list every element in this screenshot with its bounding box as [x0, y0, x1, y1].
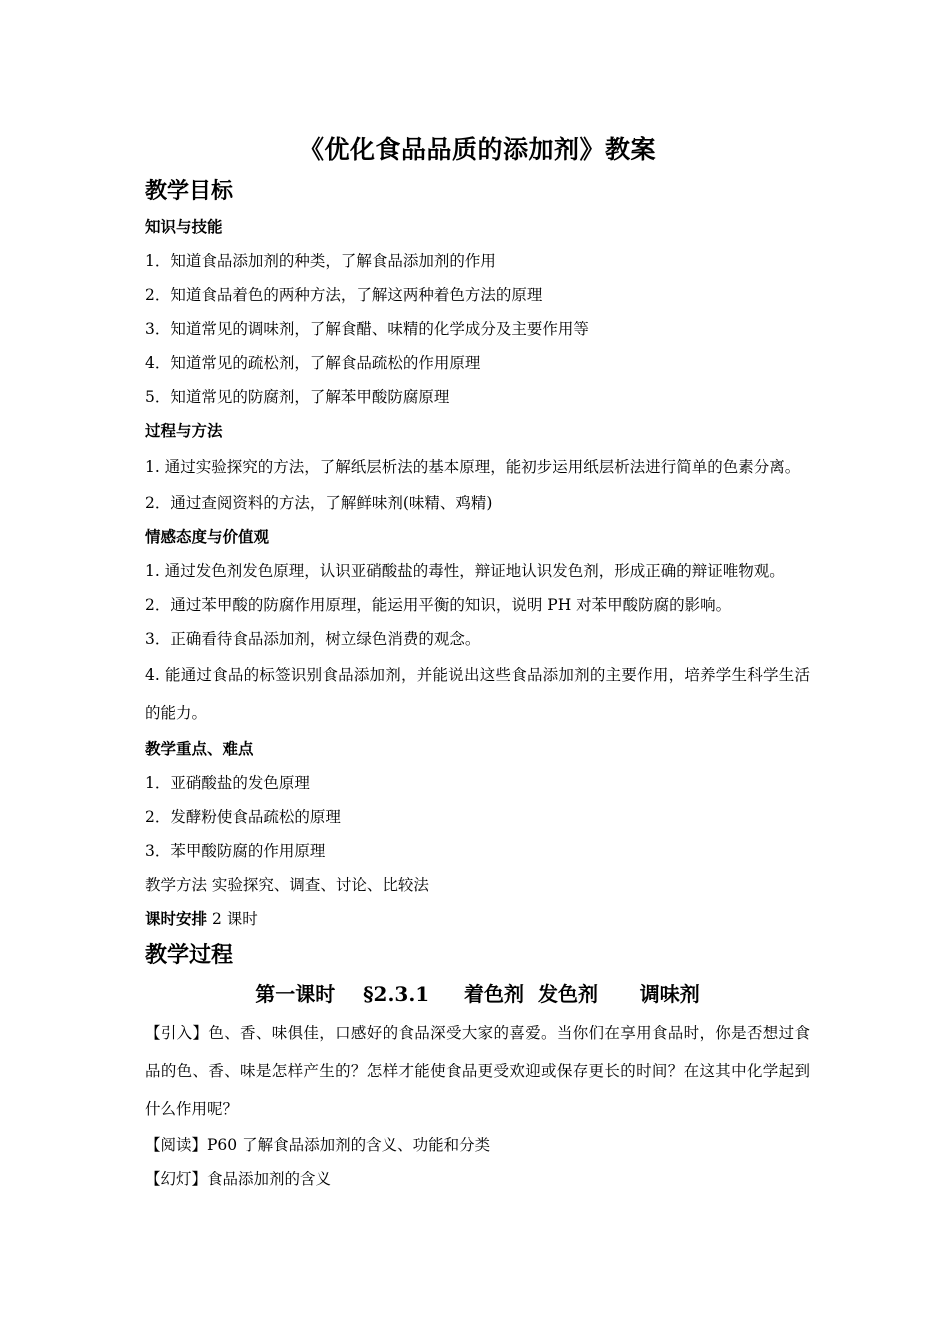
- emotion-item: 2．通过苯甲酸的防腐作用原理，能运用平衡的知识，说明 PH 对苯甲酸防腐的影响。: [145, 596, 732, 614]
- key-point-item: 1．亚硝酸盐的发色原理: [145, 774, 310, 792]
- knowledge-item: 5．知道常见的防腐剂，了解苯甲酸防腐原理: [145, 388, 450, 406]
- schedule-value: 2 课时: [207, 910, 258, 928]
- knowledge-item: 3．知道常见的调味剂，了解食醋、味精的化学成分及主要作用等: [145, 320, 589, 338]
- process-item: 2．通过查阅资料的方法，了解鲜味剂(味精、鸡精): [145, 494, 493, 512]
- knowledge-heading: 知识与技能: [145, 217, 223, 236]
- key-point-item: 3．苯甲酸防腐的作用原理: [145, 842, 326, 860]
- emotion-item: 4. 能通过食品的标签识别食品添加剂，并能说出这些食品添加剂的主要作用，培养学生科学生活的能力。: [145, 666, 810, 722]
- process-section-heading: 教学过程: [145, 942, 234, 968]
- body-paragraph: 【幻灯】食品添加剂的含义: [145, 1170, 332, 1188]
- emotion-item: 1. 通过发色剂发色原理，认识亚硝酸盐的毒性，辩证地认识发色剂，形成正确的辩证唯物观。: [145, 562, 785, 580]
- key-points-heading: 教学重点、难点: [145, 739, 254, 758]
- objectives-heading: 教学目标: [145, 178, 234, 204]
- key-point-item: 2．发酵粉使食品疏松的原理: [145, 808, 341, 826]
- knowledge-item: 4．知道常见的疏松剂，了解食品疏松的作用原理: [145, 354, 481, 372]
- teaching-method: 教学方法 实验探究、调查、讨论、比较法: [145, 876, 429, 894]
- knowledge-item: 1．知道食品添加剂的种类，了解食品添加剂的作用: [145, 252, 496, 270]
- emotion-item: 3．正确看待食品添加剂，树立绿色消费的观念。: [145, 630, 481, 648]
- document-content: [145, 128, 810, 1196]
- lesson-title: 第一课时 §2.3.1 着色剂 发色剂 调味剂: [255, 982, 700, 1006]
- emotion-heading: 情感态度与价值观: [145, 527, 270, 546]
- schedule-line: [145, 902, 810, 936]
- document-title: 《优化食品品质的添加剂》教案: [298, 135, 656, 164]
- knowledge-item: 2．知道食品着色的两种方法，了解这两种着色方法的原理: [145, 286, 543, 304]
- process-item: 1. 通过实验探究的方法，了解纸层析法的基本原理，能初步运用纸层析法进行简单的色素分离。: [145, 458, 801, 476]
- body-paragraph: 【阅读】P60 了解食品添加剂的含义、功能和分类: [145, 1136, 491, 1154]
- process-heading: 过程与方法: [145, 421, 223, 440]
- schedule-label: 课时安排: [145, 909, 208, 928]
- body-paragraph: 【引入】色、香、味俱佳，口感好的食品深受大家的喜爱。当你们在享用食品时，你是否想过食品的色、香、味是怎样产生的？怎样才能使食品更受欢迎或保存更长的时间？在这其中化学起到什么作用呢？: [145, 1024, 810, 1118]
